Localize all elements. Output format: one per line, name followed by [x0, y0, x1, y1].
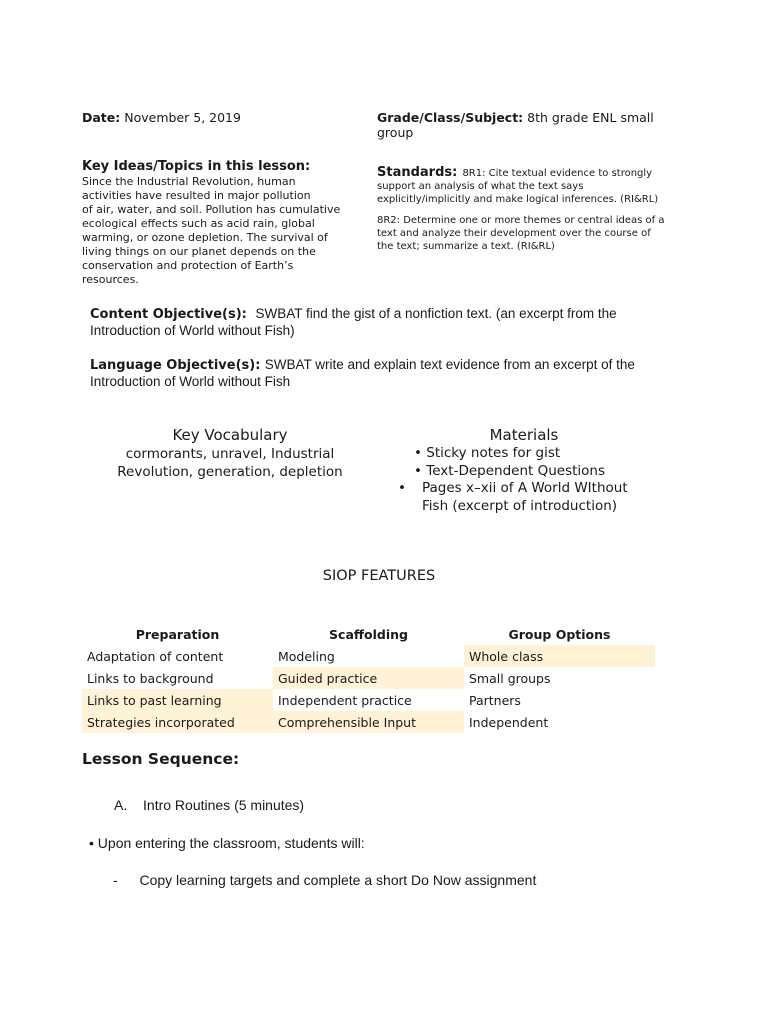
grade-class-subject — [377, 110, 677, 140]
grade-value-continued: group — [377, 125, 414, 140]
standards-label: Standards: — [377, 165, 458, 180]
content-objective-text-continued: Introduction of World without Fish) — [90, 323, 295, 338]
siop-header-scaffolding: Scaffolding — [329, 626, 408, 642]
table-row — [82, 645, 655, 667]
key-ideas-line: ecological effects such as acid rain, global — [82, 217, 315, 230]
table-row — [82, 711, 655, 733]
key-ideas-label: Key Ideas/Topics in this lesson: — [82, 159, 311, 174]
material-item: Text-Dependent Questions — [426, 462, 606, 479]
vocabulary-line: cormorants, unravel, Industrial — [125, 446, 335, 462]
lesson-bullet: • Upon entering the classroom, students will: — [89, 835, 365, 851]
key-ideas-line: warming, or ozone depletion. The survival of — [82, 231, 328, 244]
siop-cell: Small groups — [469, 670, 551, 686]
bullet-icon: • — [398, 480, 406, 496]
table-row — [82, 667, 655, 689]
standard-8r2-line: 8R2: Determine one or more themes or central ideas of a — [377, 215, 665, 226]
standard-8r1-line: support an analysis of what the text says — [377, 181, 584, 192]
siop-cell: Independent — [469, 714, 549, 730]
siop-cell: Partners — [469, 692, 521, 708]
material-item-continued: Fish (excerpt of introduction) — [422, 497, 618, 514]
standard-8r2-line: the text; summarize a text. (RI&RL) — [377, 241, 555, 252]
lesson-item-a — [114, 797, 304, 813]
siop-cell-highlighted: Links to past learning — [82, 689, 273, 711]
materials-section — [396, 426, 676, 515]
standard-8r1-line: explicitly/implicitly and make logical inferences. (RI&RL) — [377, 194, 659, 205]
grade-value: 8th grade ENL small — [527, 110, 654, 125]
content-objective-text: SWBAT find the gist of a nonfiction text. (an excerpt from the — [255, 306, 617, 321]
siop-cell: Independent practice — [278, 692, 412, 708]
key-ideas-text — [82, 175, 362, 287]
materials-title: Materials — [489, 426, 559, 444]
language-objective-label: Language Objective(s): — [90, 358, 261, 373]
list-marker: - — [113, 872, 118, 888]
key-ideas-line: living things on our planet depends on the — [82, 245, 316, 258]
standard-8r1: 8R1: Cite textual evidence to strongly — [462, 168, 653, 179]
siop-table — [82, 623, 655, 733]
date-line — [82, 110, 241, 125]
siop-header-row — [82, 623, 655, 645]
standards-section — [377, 161, 687, 253]
content-objective-label: Content Objective(s): — [90, 307, 247, 322]
key-vocabulary-title: Key Vocabulary — [172, 426, 288, 444]
material-item: Sticky notes for gist — [426, 445, 561, 461]
material-item: Pages x–xii of A World WIthout — [422, 480, 628, 496]
bullet-icon: • — [414, 445, 422, 461]
siop-cell: Modeling — [278, 648, 335, 664]
date-value: November 5, 2019 — [124, 110, 241, 125]
siop-header-group-options: Group Options — [508, 626, 611, 642]
siop-cell: Links to background — [87, 670, 214, 686]
siop-cell-highlighted: Guided practice — [273, 667, 464, 689]
lesson-dash-item — [113, 872, 536, 888]
key-ideas-line: of air, water, and soil. Pollution has cumulative — [82, 203, 341, 216]
siop-cell-highlighted: Whole class — [464, 645, 655, 667]
bullet-icon: • — [414, 462, 422, 479]
vocabulary-line: Revolution, generation, depletion — [117, 464, 343, 480]
siop-header-preparation: Preparation — [135, 626, 220, 642]
list-marker: A. — [114, 797, 128, 813]
key-ideas-line: conservation and protection of Earth’s — [82, 259, 294, 272]
siop-cell-highlighted: Strategies incorporated — [82, 711, 273, 733]
lesson-dash-item-text: Copy learning targets and complete a short Do Now assignment — [139, 872, 537, 888]
language-objective-text-continued: Introduction of World without Fish — [90, 374, 291, 389]
key-vocabulary-section — [100, 426, 360, 481]
grade-label: Grade/Class/Subject: — [377, 110, 524, 125]
siop-cell-highlighted: Comprehensible Input — [273, 711, 464, 733]
lesson-item-a-text: Intro Routines (5 minutes) — [143, 797, 305, 813]
language-objective-text: SWBAT write and explain text evidence from an excerpt of the — [264, 357, 635, 372]
key-ideas-section — [82, 159, 362, 287]
key-ideas-line: resources. — [82, 273, 139, 286]
standard-8r2-line: text and analyze their development over the course of — [377, 228, 651, 239]
key-ideas-line: Since the Industrial Revolution, human — [82, 175, 296, 188]
lesson-sequence-title: Lesson Sequence: — [82, 750, 240, 768]
table-row — [82, 689, 655, 711]
date-label: Date: — [82, 110, 121, 125]
content-objective — [90, 306, 710, 339]
siop-cell: Adaptation of content — [87, 648, 224, 664]
siop-title: SIOP FEATURES — [322, 568, 436, 584]
key-ideas-line: activities have resulted in major pollution — [82, 189, 311, 202]
language-objective — [90, 357, 710, 390]
